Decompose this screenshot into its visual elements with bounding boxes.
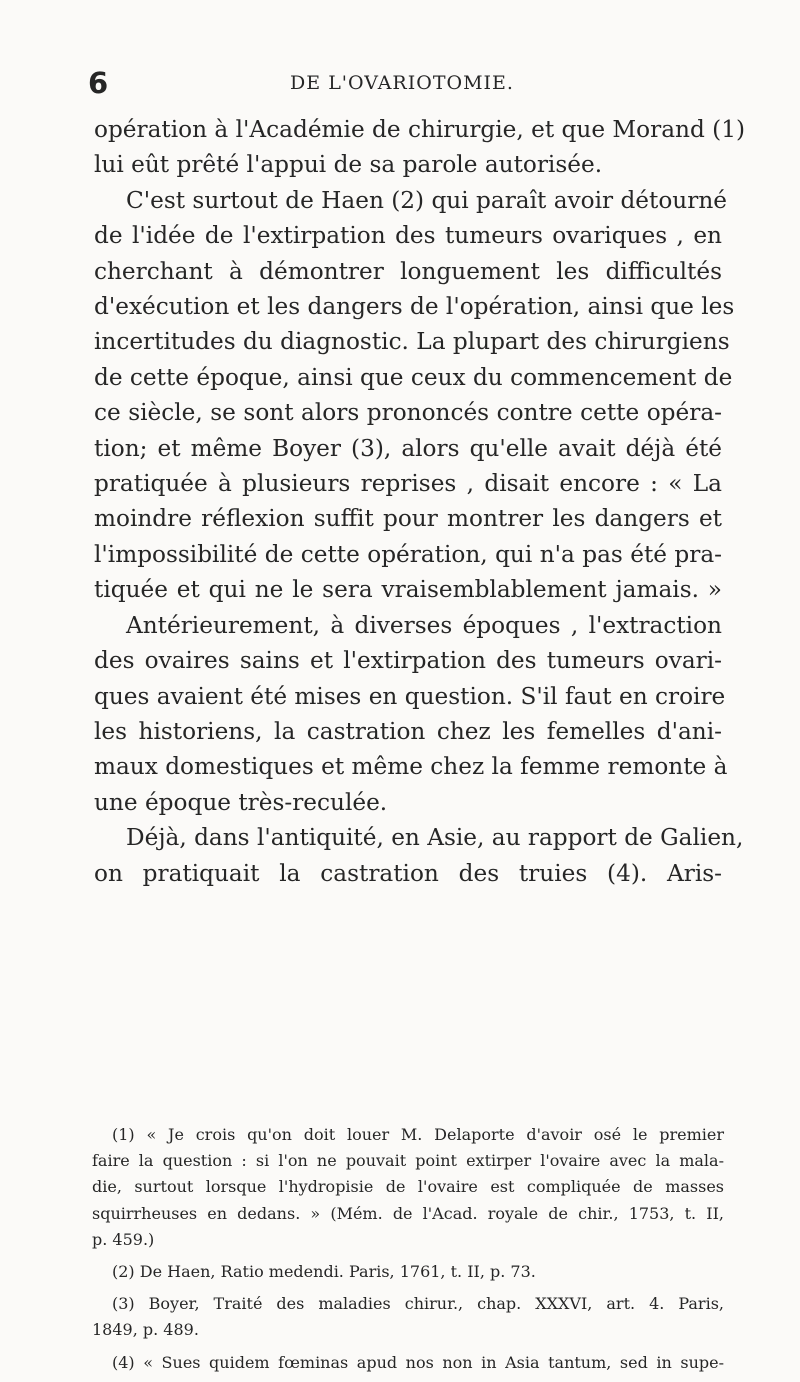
footnote-line: 1849, p. 489. (92, 1320, 199, 1340)
footnotes (92, 1122, 724, 1376)
text-line: Antérieurement, à diverses époques , l'extraction (126, 611, 722, 639)
text-line: ques avaient été mises en question. S'il faut en croire (94, 682, 726, 710)
footnote-line: (4) « Sues quidem fœminas apud nos non in Asia tantum, sed in supe- (112, 1352, 724, 1372)
text-line: d'exécution et les dangers de l'opération, ainsi que les (94, 293, 735, 321)
text-line: C'est surtout de Haen (2) qui paraît avoir détourné (126, 186, 727, 214)
text-line: lui eût prêté l'appui de sa parole autorisée. (94, 151, 603, 179)
main-text (94, 112, 746, 891)
footnote-line: (2) De Haen, Ratio medendi. Paris, 1761, t. II, p. 73. (112, 1262, 536, 1282)
text-line: pratiquée à plusieurs reprises , disait encore : « La (94, 470, 722, 498)
footnote-line: (3) Boyer, Traité des maladies chirur., chap. XXXVI, art. 4. Paris, (112, 1294, 724, 1314)
footnote-line: squirrheuses en dedans. » (Mém. de l'Acad. royale de chir., 1753, t. II, (92, 1203, 724, 1223)
running-head (82, 66, 722, 106)
footnote-line: (1) « Je crois qu'on doit louer M. Delaporte d'avoir osé le premier (112, 1125, 724, 1144)
text-line: cherchant à démontrer longuement les difficultés (94, 257, 722, 285)
text-line: une époque très-reculée. (94, 788, 388, 816)
text-line: l'impossibilité de cette opération, qui n'a pas été pra- (94, 540, 722, 568)
text-line: incertitudes du diagnostic. La plupart des chirurgiens (94, 328, 730, 356)
text-line: Déjà, dans l'antiquité, en Asie, au rapport de Galien, (126, 824, 744, 852)
text-line: opération à l'Académie de chirurgie, et que Morand (1) (94, 116, 746, 143)
text-line: de cette époque, ainsi que ceux du commencement de (94, 363, 733, 391)
text-line: les historiens, la castration chez les femelles d'ani- (94, 717, 722, 745)
text-line: tiquée et qui ne le sera vraisemblablement jamais. » (94, 576, 722, 604)
page-number: 6 (88, 66, 109, 100)
text-line: de l'idée de l'extirpation des tumeurs ovariques , en (94, 222, 722, 250)
footnote-line: p. 459.) (92, 1229, 155, 1249)
text-line: maux domestiques et même chez la femme remonte à (94, 753, 728, 781)
text-line: ce siècle, se sont alors prononcés contre cette opéra- (94, 399, 722, 427)
text-line: des ovaires sains et l'extirpation des tumeurs ovari- (94, 647, 722, 675)
text-line: moindre réflexion suffit pour montrer les dangers et (94, 505, 722, 533)
footnote-line: faire la question : si l'on ne pouvait point extirper l'ovaire avec la mala- (92, 1151, 724, 1171)
running-title: DE L'OVARIOTOMIE. (290, 72, 514, 94)
footnote-line: die, surtout lorsque l'hydropisie de l'ovaire est compliquée de masses (92, 1177, 724, 1197)
text-line: tion; et même Boyer (3), alors qu'elle avait déjà été (94, 434, 722, 462)
text-line: on pratiquait la castration des truies (4). Aris- (94, 859, 722, 887)
